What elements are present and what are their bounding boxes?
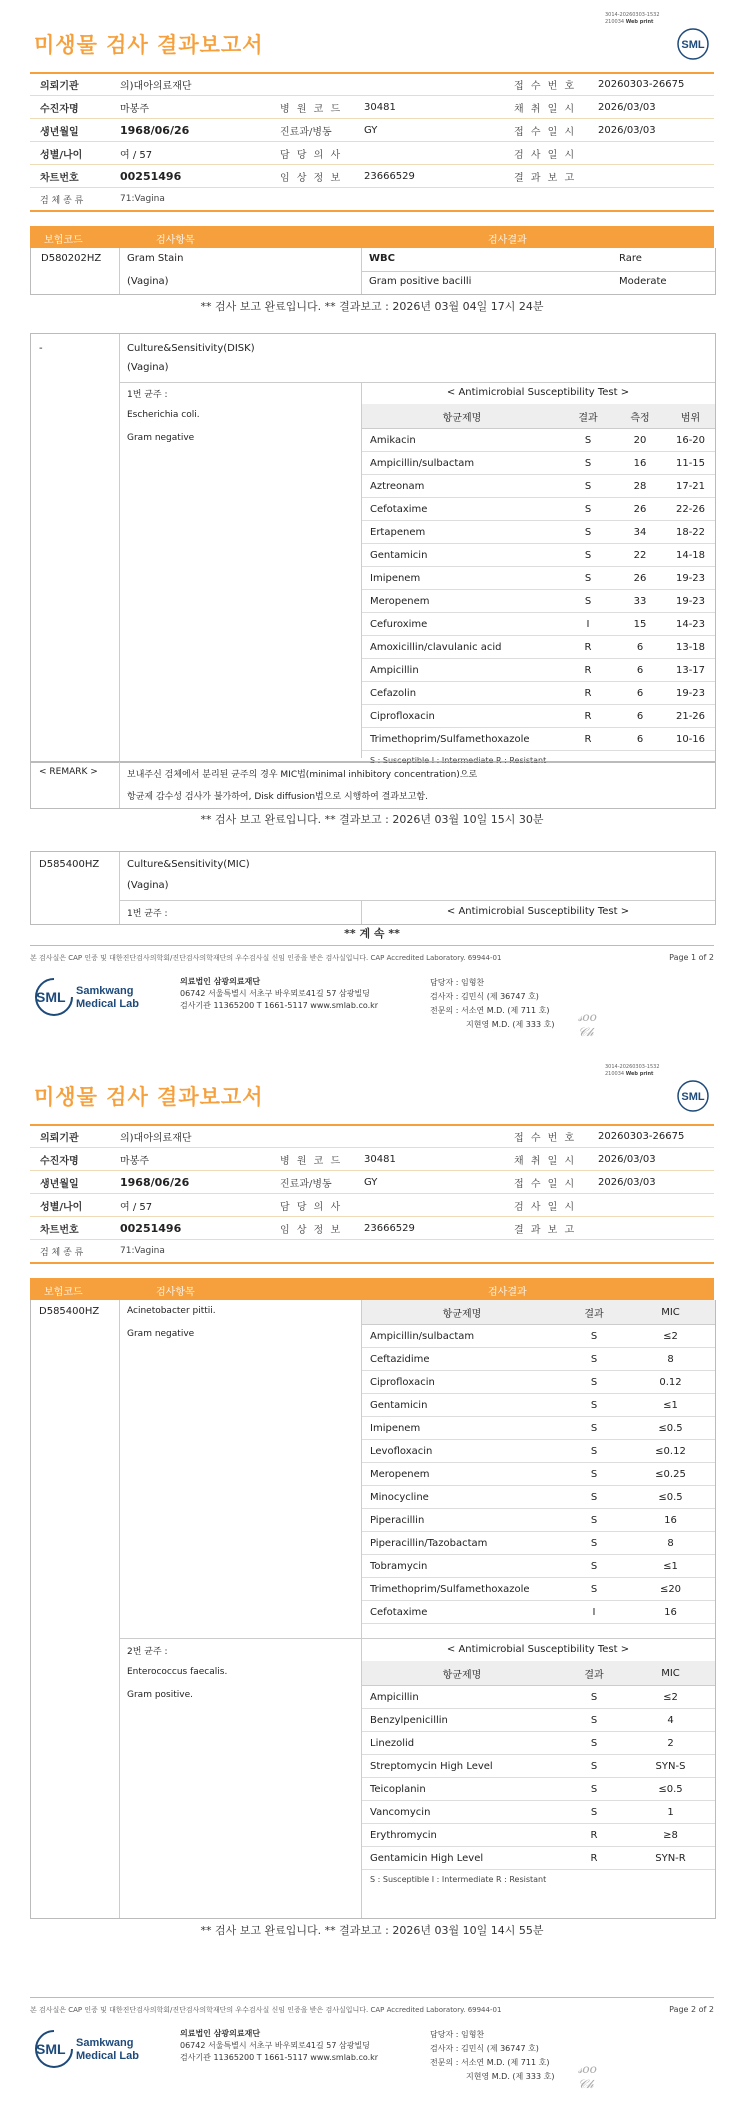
ast-row: Piperacillin/Tazobactam S 8	[362, 1532, 715, 1555]
ast-row: Meropenem S ≤0.25	[362, 1463, 715, 1486]
ast-row: Teicoplanin S ≤0.5	[362, 1778, 715, 1801]
ast-row: Amikacin S 20 16-20	[362, 429, 715, 452]
signature-scribble: 𝓈𝑜𝑜 𝒞𝒽	[578, 1010, 597, 1039]
svg-text:Samkwang: Samkwang	[76, 985, 134, 997]
report-title: 미생물 검사 결과보고서	[34, 1085, 264, 1109]
report-complete-note: ** 검사 보고 완료입니다. ** 결과보고 : 2026년 03월 10일 15시 30분	[200, 813, 544, 826]
ast-row: Levofloxacin S ≤0.12	[362, 1440, 715, 1463]
ast-row: Benzylpenicillin S 4	[362, 1709, 715, 1732]
ast-row: Meropenem S 33 19-23	[362, 590, 715, 613]
ast-row: Tobramycin S ≤1	[362, 1555, 715, 1578]
ast-row: Ceftazidime S 8	[362, 1348, 715, 1371]
ast-row: Ampicillin/sulbactam S 16 11-15	[362, 452, 715, 475]
cap-note: 본 검사실은 CAP 인증 및 대한진단검사의학회/진단검사의학재단의 우수검사실 신임 인증을 받은 검사실입니다. CAP Accredited Laboratory. 69944-01	[30, 2006, 502, 2014]
svg-text:SML: SML	[36, 989, 66, 1005]
page-number: Page 1 of 2	[669, 953, 714, 962]
ast-row: Aztreonam S 28 17-21	[362, 475, 715, 498]
report-complete-note: ** 검사 보고 완료입니다. ** 결과보고 : 2026년 03월 04일 17시 24분	[200, 300, 544, 313]
ast-row: Cefuroxime I 15 14-23	[362, 613, 715, 636]
samkwang-logo	[34, 975, 144, 1022]
lab-address: 의료법인 삼광의료재단 06742 서울특별시 서초구 바우뫼로41길 57 삼광빌딩 검사기관 11365200 T 1661-5117 www.smlab.co.kr	[180, 2029, 379, 2062]
gram-stain-block: D580202HZ Gram Stain (Vagina) WBC Rare Gram positive bacilli Moderate	[30, 248, 716, 295]
print-code: 3014-20260303-1532 210034 Web print	[605, 1064, 660, 1077]
section-header: 보험코드 검사항목 검사결과	[30, 226, 714, 248]
ast-row: Trimethoprim/Sulfamethoxazole R 6 10-16	[362, 728, 715, 751]
ast-row: Ampicillin/sulbactam S ≤2	[362, 1325, 715, 1348]
svg-text:SML: SML	[681, 39, 705, 51]
culture-mic-block: D585400HZ Culture&Sensitivity(MIC) (Vagina) 1번 균주 : < Antimicrobial Susceptibility Test >	[30, 851, 716, 925]
ast-row: Ampicillin S ≤2	[362, 1686, 715, 1709]
svg-text:SML: SML	[36, 2041, 66, 2057]
ast-row: Imipenem S ≤0.5	[362, 1417, 715, 1440]
page-number: Page 2 of 2	[669, 2005, 714, 2014]
ast-row: Erythromycin R ≥8	[362, 1824, 715, 1847]
ast-mic-table-1: 항균제명 결과 MIC Ampicillin/sulbactam S ≤2 Ceftazidime S 8 Ciprofloxacin S 0.12 Gentamicin S ≤1 Imipenem S ≤0.5 Levofloxacin S ≤0.12 Meropenem S ≤0.25 Minocycline S ≤0.5 Piperacillin S 16 Piperacillin/Tazobactam S 8 Tobramycin S ≤1 Trimethoprim/Sulfamethoxazole S ≤20 Cefotaxime I 16	[362, 1300, 715, 1624]
ast-row: Gentamicin S ≤1	[362, 1394, 715, 1417]
culture-disk-block: - Culture&Sensitivity(DISK) (Vagina) 1번 균주 : Escherichia coli. Gram negative < Antimicrobial Susceptibility Test > 항균제명 결과 측정 범위 Amikacin S 20 16-20 Ampicillin/sulbactam S 16 11-15 Aztreonam S 28 17-21 Cefotaxime S 26 22-26 Ertapenem S 34 18-22 Gentamicin S 22 14-18 Imipenem S 26 19-23 Meropenem S 33 19-23 Cefuroxime I 15 14-23 Amoxicillin/clavulanic acid R 6 13-18 Ampicillin R 6 13-17 Cefazolin R 6 19-23 Ciprofloxacin R 6 21-26 Trimethoprim/Sulfamethoxazole R 6 10-16 S : Susceptible I : Intermediate R : Resistant	[30, 333, 716, 763]
samkwang-logo	[34, 2027, 144, 2074]
patient-info-table: 의뢰기관 의)대아의료재단 접 수 번 호 20260303-26675 수진자명 마봉주 병 원 코 드 30481 채 취 일 시 2026/03/03 생년월일 1968/06/26 진료과/병동 GY 접 수 일 시 2026/03/03 성별/나이 여 / 57 담 당 의 사 검 사 일 시 차트번호 00251496 임 상 정 보 23666529 결 과 보 고 검 체 종 류 71:Vagina	[30, 1125, 714, 1264]
remark-block: < REMARK > 보내주신 검체에서 분리된 균주의 경우 MIC법(minimal inhibitory concentration)으로 항균제 감수성 검사가 불가하여, Disk diffusion법으로 시행하여 결과보고함.	[30, 761, 716, 809]
ast-row: Trimethoprim/Sulfamethoxazole S ≤20	[362, 1578, 715, 1601]
signatories: 담당자 : 임형찬 검사자 : 김민식 (제 36747 호) 전문의 : 서소연 M.D. (제 711 호) 지현영 M.D. (제 333 호)	[430, 2030, 555, 2081]
ast-row: Gentamicin S 22 14-18	[362, 544, 715, 567]
ast-row: Vancomycin S 1	[362, 1801, 715, 1824]
ast-row: Cefotaxime I 16	[362, 1601, 715, 1624]
mic-result-block: D585400HZ Acinetobacter pittii. Gram negative 항균제명 결과 MIC Ampicillin/sulbactam S ≤2 Ceftazidime S 8 Ciprofloxacin S 0.12 Gentamicin S ≤1 Imipenem S ≤0.5 Levofloxacin S ≤0.12 Meropenem S ≤0.25 Minocycline S ≤0.5 Piperacillin S 16 Piperacillin/Tazobactam S 8 Tobramycin S ≤1 Trimethoprim/Sulfamethoxazole S ≤20 Cefotaxime I 16 2번 균주 : Enterococcus faecalis. Gram positive. < Antimicrobial Susceptibility Test > 항균제명 결과 MIC Ampicillin S ≤2 Benzylpenicillin S 4 Linezolid S 2 Streptomycin High Level S SYN-S Teicoplanin S ≤0.5 Vancomycin S 1 Erythromycin R ≥8 Gentamicin High Level R SYN-R S : Susceptible I : Intermediate R : Resistant	[30, 1300, 716, 1919]
report-complete-note: ** 검사 보고 완료입니다. ** 결과보고 : 2026년 03월 10일 14시 55분	[200, 1924, 544, 1937]
cap-note: 본 검사실은 CAP 인증 및 대한진단검사의학회/진단검사의학재단의 우수검사실 신임 인증을 받은 검사실입니다. CAP Accredited Laboratory. 69944-01	[30, 954, 502, 962]
ast-row: Cefotaxime S 26 22-26	[362, 498, 715, 521]
signature-scribble: 𝓈𝑜𝑜 𝒞𝒽	[578, 2062, 597, 2091]
ast-mic-table-2: 항균제명 결과 MIC Ampicillin S ≤2 Benzylpenicillin S 4 Linezolid S 2 Streptomycin High Level S SYN-S Teicoplanin S ≤0.5 Vancomycin S 1 Erythromycin R ≥8 Gentamicin High Level R SYN-R S : Susceptible I : Intermediate R : Resistant	[362, 1661, 715, 1884]
ast-row: Ciprofloxacin R 6 21-26	[362, 705, 715, 728]
ast-row: Ertapenem S 34 18-22	[362, 521, 715, 544]
ast-row: Piperacillin S 16	[362, 1509, 715, 1532]
ast-row: Cefazolin R 6 19-23	[362, 682, 715, 705]
lab-address: 의료법인 삼광의료재단 06742 서울특별시 서초구 바우뫼로41길 57 삼광빌딩 검사기관 11365200 T 1661-5117 www.smlab.co.kr	[180, 977, 379, 1010]
signatories: 담당자 : 임형찬 검사자 : 김민식 (제 36747 호) 전문의 : 서소연 M.D. (제 711 호) 지현영 M.D. (제 333 호)	[430, 978, 555, 1029]
svg-text:Samkwang: Samkwang	[76, 2037, 134, 2049]
patient-info-table: 의뢰기관 의)대아의료재단 접 수 번 호 20260303-26675 수진자명 마봉주 병 원 코 드 30481 채 취 일 시 2026/03/03 생년월일 1968/06/26 진료과/병동 GY 접 수 일 시 2026/03/03 성별/나이 여 / 57 담 당 의 사 검 사 일 시 차트번호 00251496 임 상 정 보 23666529 결 과 보 고 검 체 종 류 71:Vagina	[30, 73, 714, 212]
svg-text:Medical Lab: Medical Lab	[76, 998, 139, 1010]
ast-row: Ciprofloxacin S 0.12	[362, 1371, 715, 1394]
ast-row: Ampicillin R 6 13-17	[362, 659, 715, 682]
ast-row: Amoxicillin/clavulanic acid R 6 13-18	[362, 636, 715, 659]
sml-logo-icon	[676, 27, 710, 61]
print-code: 3014-20260303-1532 210034 Web print	[605, 12, 660, 25]
continued-note: ** 계 속 **	[344, 927, 400, 940]
svg-text:Medical Lab: Medical Lab	[76, 2050, 139, 2062]
sml-logo-icon	[676, 1079, 710, 1113]
report-page-2	[0, 1052, 744, 2104]
ast-disk-table: 항균제명 결과 측정 범위 Amikacin S 20 16-20 Ampicillin/sulbactam S 16 11-15 Aztreonam S 28 17-21 Cefotaxime S 26 22-26 Ertapenem S 34 18-22 Gentamicin S 22 14-18 Imipenem S 26 19-23 Meropenem S 33 19-23 Cefuroxime I 15 14-23 Amoxicillin/clavulanic acid R 6 13-18 Ampicillin R 6 13-17 Cefazolin R 6 19-23 Ciprofloxacin R 6 21-26 Trimethoprim/Sulfamethoxazole R 6 10-16 S : Susceptible I : Intermediate R : Resistant	[362, 404, 715, 765]
ast-row: Imipenem S 26 19-23	[362, 567, 715, 590]
ast-row: Gentamicin High Level R SYN-R	[362, 1847, 715, 1870]
report-title: 미생물 검사 결과보고서	[34, 33, 264, 57]
svg-text:SML: SML	[681, 1091, 705, 1103]
ast-row: Streptomycin High Level S SYN-S	[362, 1755, 715, 1778]
section-header: 보험코드 검사항목 검사결과	[30, 1278, 714, 1300]
ast-row: Linezolid S 2	[362, 1732, 715, 1755]
ast-row: Minocycline S ≤0.5	[362, 1486, 715, 1509]
